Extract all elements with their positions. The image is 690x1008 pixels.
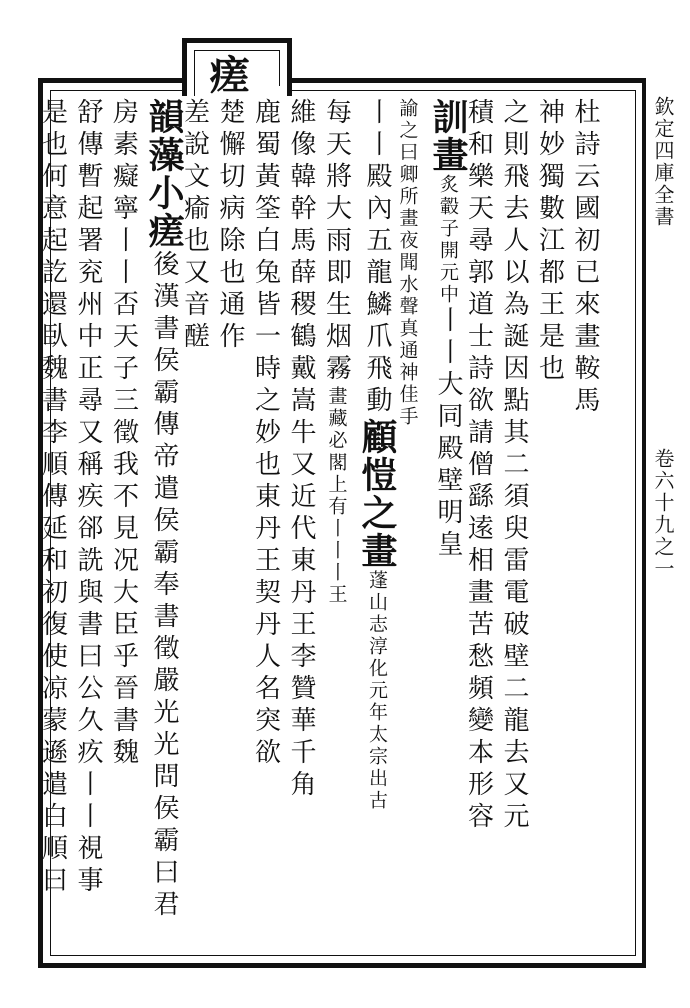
entry-heading: 訓畫 xyxy=(427,98,469,174)
body-text: 舒傳暫起署兖州中正尋又稱疾郤詵與書曰公久疚丨丨視事 xyxy=(73,98,103,898)
text-column xyxy=(217,98,243,354)
text-column xyxy=(534,98,565,386)
body-text: 差說文瘉也又音醝 xyxy=(179,98,210,354)
body-text: 維像韓幹馬薛稷鶴戴嵩牛又近代東丹王李贊華千角 xyxy=(286,98,316,802)
body-text: 神妙獨數江都王是也 xyxy=(534,98,565,386)
text-column xyxy=(572,98,598,418)
text-column xyxy=(179,98,210,354)
text-column xyxy=(463,98,494,834)
text-column xyxy=(356,98,398,812)
text-column xyxy=(427,98,469,562)
body-text: 杜詩云國初已來畫鞍馬 xyxy=(570,98,600,418)
text-column xyxy=(37,98,68,898)
text-column xyxy=(501,98,527,834)
heading-character: 瘥 xyxy=(203,54,250,94)
text-column xyxy=(143,98,185,922)
body-text: 之則飛去人以為誕因點其二須臾雷電破壁二龍去又元 xyxy=(499,98,529,834)
body-text: 楚懈切病除也通作 xyxy=(215,98,245,354)
annotation-text: 畫藏必閣上有丨丨丨王 xyxy=(325,386,348,606)
body-text: 房素癡寧丨丨否天子三徵我不見况大臣乎晉書魏 xyxy=(108,98,139,770)
entry-heading: 韻藻小瘥 xyxy=(143,98,185,250)
body-text: 積和樂天尋郭道士詩欲請僧繇逺相畫苦愁頻變本形容 xyxy=(463,98,494,834)
body-text: 鹿蜀黃筌白兔皆一時之妙也東丹王契丹人名突欲 xyxy=(250,98,281,770)
text-column xyxy=(288,98,314,802)
annotation-text: 蓬山志淳化元年太宗出古 xyxy=(366,570,388,812)
body-text: 丨丨大同殿壁明皇 xyxy=(433,306,463,562)
annotation-text: 炙轂子開元中 xyxy=(437,174,459,306)
text-column xyxy=(75,98,101,898)
body-text: 後漢書侯霸傳帝遣侯霸奉書徵嚴光光問侯霸曰君 xyxy=(149,250,179,922)
text-column xyxy=(250,98,281,770)
text-column xyxy=(395,98,421,428)
body-text: 丨丨殿內五龍鱗爪飛動 xyxy=(362,98,392,418)
library-title: 欽定四庫全書 xyxy=(651,96,675,228)
text-column xyxy=(321,98,352,606)
annotation-text: 諭之曰卿所畫夜聞水聲真通神佳手 xyxy=(396,98,419,428)
text-column xyxy=(108,98,139,770)
entry-heading: 顧愷之畫 xyxy=(356,418,398,570)
volume-label: 卷六十九之一 xyxy=(651,448,675,580)
body-text: 每天將大雨即生烟霧 xyxy=(321,98,352,386)
body-text: 是也何意起訖還臥魏書李順傳延和初復使凉蒙遜遣白順曰 xyxy=(37,98,68,898)
